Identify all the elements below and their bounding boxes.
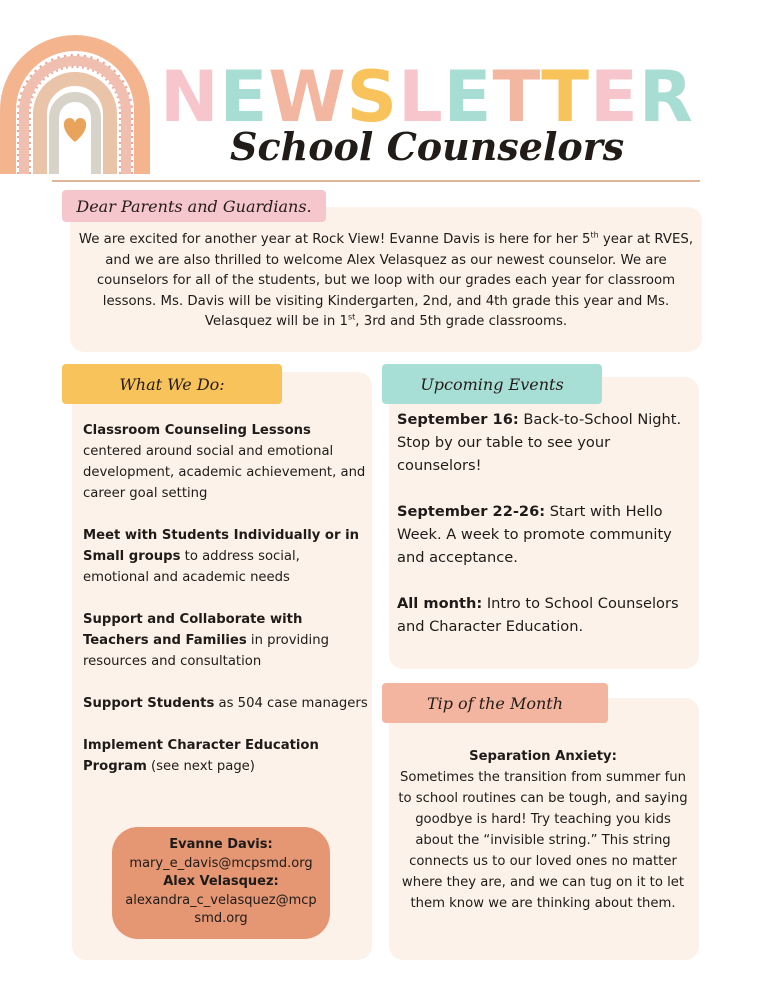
events-list — [397, 408, 697, 661]
item-heading: Support Students — [83, 696, 215, 711]
title-letter: R — [638, 56, 694, 138]
contact-name: Evanne Davis: — [169, 837, 273, 852]
list-item — [397, 408, 697, 477]
what-we-do-list — [83, 420, 368, 798]
item-heading: Classroom Counseling Lessons — [83, 423, 311, 438]
event-date: All month: — [397, 595, 483, 612]
tip-heading: Separation Anxiety: — [469, 749, 617, 764]
list-item — [83, 609, 368, 672]
item-heading: Implement Character Education Program — [83, 738, 319, 774]
item-text: as 504 case managers — [214, 696, 368, 711]
list-item — [397, 592, 697, 638]
title-letter: T — [541, 56, 590, 138]
item-text: to address social, emotional and academic needs — [83, 549, 300, 585]
title-letter: N — [160, 56, 220, 138]
intro-text-part: We are excited for another year at Rock View! Evanne Davis is here for her 5 — [78, 232, 591, 247]
header-divider — [52, 180, 700, 182]
title-letter: E — [590, 56, 639, 138]
item-heading: Meet with Students Individually or in Small groups — [83, 528, 359, 564]
event-text: Back-to-School Night. Stop by our table to see your counselors! — [397, 411, 682, 474]
list-item — [83, 420, 368, 504]
title-letter: T — [492, 56, 542, 138]
item-text: (see next page) — [146, 759, 255, 774]
list-item — [83, 735, 368, 777]
what-we-do-label: What We Do: — [62, 364, 282, 404]
tip-body: Sometimes the transition from summer fun to school routines can be tough, and saying goodbye is hard! Try teaching you kids about the “invisible string.” This string connects us to our loved ones no matter where they are, and we can tug on it to let them know we are thinking about them. — [398, 770, 688, 911]
rainbow-heart-icon — [0, 14, 150, 174]
intro-label: Dear Parents and Guardians. — [62, 190, 326, 222]
contact-email[interactable]: alexandra_c_velasquez@mcpsmd.org — [125, 892, 317, 926]
page-subtitle: School Counselors — [230, 124, 625, 169]
title-letter: S — [346, 56, 399, 138]
tip-paragraph — [395, 746, 691, 914]
item-heading: Support and Collaborate with Teachers and Families — [83, 612, 303, 648]
list-item — [83, 693, 368, 714]
contact-name: Alex Velasquez: — [163, 874, 279, 889]
title-letter: E — [443, 56, 493, 138]
intro-superscript: st — [347, 312, 356, 322]
title-letter: W — [268, 56, 347, 138]
list-item — [83, 525, 368, 588]
intro-text-part: , 3rd and 5th grade classrooms. — [355, 314, 568, 329]
event-date: September 22-26: — [397, 503, 546, 520]
event-text: Start with Hello Week. A week to promote community and acceptance. — [397, 503, 672, 566]
tip-label: Tip of the Month — [382, 683, 608, 723]
item-text: in providing resources and consultation — [83, 633, 329, 669]
event-text: Intro to School Counselors and Character Education. — [397, 595, 679, 635]
contact-card — [112, 827, 330, 939]
event-date: September 16: — [397, 411, 519, 428]
intro-paragraph — [72, 230, 700, 333]
intro-text-part: year at RVES, and we are also thrilled to welcome Alex Velasquez as our newest counselor. We are counselors for all of the students, but we loop with our grades each year for classroom lessons. Ms. Davis will be visiting Kindergarten, 2nd, and 4th grade this year and Ms. Velasquez will be in 1 — [96, 232, 694, 329]
item-text: centered around social and emotional development, academic achievement, and career goal setting — [83, 444, 366, 501]
events-label: Upcoming Events — [382, 364, 602, 404]
title-letter: E — [219, 56, 269, 138]
title-letter: L — [398, 56, 444, 138]
contact-email[interactable]: mary_e_davis@mcpsmd.org — [129, 855, 313, 871]
intro-superscript: th — [590, 230, 599, 240]
list-item — [397, 500, 697, 569]
